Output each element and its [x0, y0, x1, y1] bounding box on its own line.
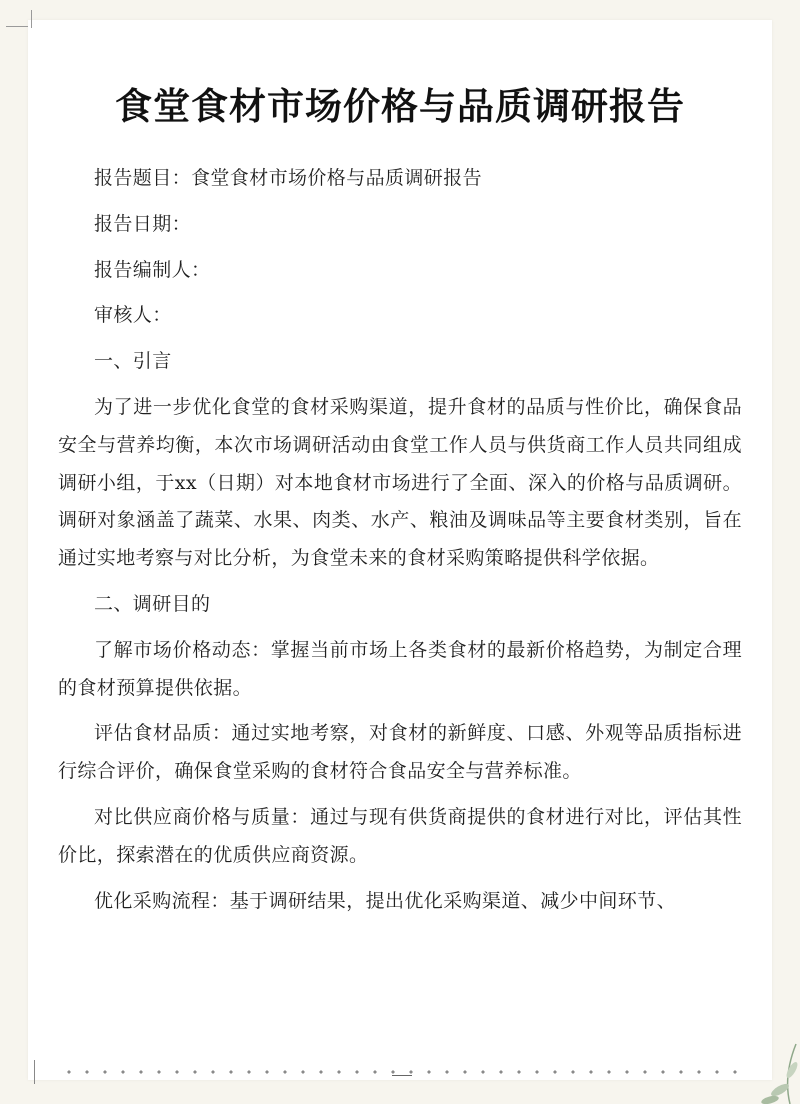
page-title: 食堂食材市场价格与品质调研报告 [115, 85, 685, 128]
bottom-corner-mark [34, 1060, 35, 1084]
paragraph-procurement: 优化采购流程：基于调研结果，提出优化采购渠道、减少中间环节、 [94, 889, 677, 912]
paragraph-supplier: 对比供应商价格与质量：通过与现有供货商提供的食材进行对比，评估其性价比，探索潜在的优质供应商资源。 [58, 805, 742, 866]
dotted-border [60, 1070, 740, 1074]
report-reviewer: 审核人： [94, 304, 172, 327]
section-heading-introduction: 一、引言 [94, 350, 172, 373]
report-topic: 报告题目：食堂食材市场价格与品质调研报告 [94, 167, 483, 189]
corner-mark-horizontal [6, 26, 28, 27]
bottom-tick [392, 1075, 412, 1076]
paragraph-quality: 评估食材品质：通过实地考察，对食材的新鲜度、口感、外观等品质指标进行综合评价，确保食堂采购的食材符合食品安全与营养标准。 [58, 722, 742, 783]
report-compiler: 报告编制人： [94, 258, 211, 281]
leaf-decoration-icon [730, 1024, 800, 1104]
paragraph-market-price: 了解市场价格动态：掌握当前市场上各类食材的最新价格趋势，为制定合理的食材预算提供依据。 [58, 638, 742, 699]
section-heading-purpose: 二、调研目的 [94, 592, 211, 615]
report-date: 报告日期： [94, 212, 192, 235]
paragraph-introduction: 为了进一步优化食堂的食材采购渠道，提升食材的品质与性价比，确保食品安全与营养均衡，本次市场调研活动由食堂工作人员与供货商工作人员共同组成调研小组，于xx（日期）对本地食材市场进行了全面、深入的价格与品质调研。调研对象涵盖了蔬菜、水果、肉类、水产、粮油及调味品等主要食材类别，旨在通过实地考察与对比分析，为食堂未来的食材采购策略提供科学依据。 [58, 395, 742, 570]
document-body [58, 160, 742, 928]
